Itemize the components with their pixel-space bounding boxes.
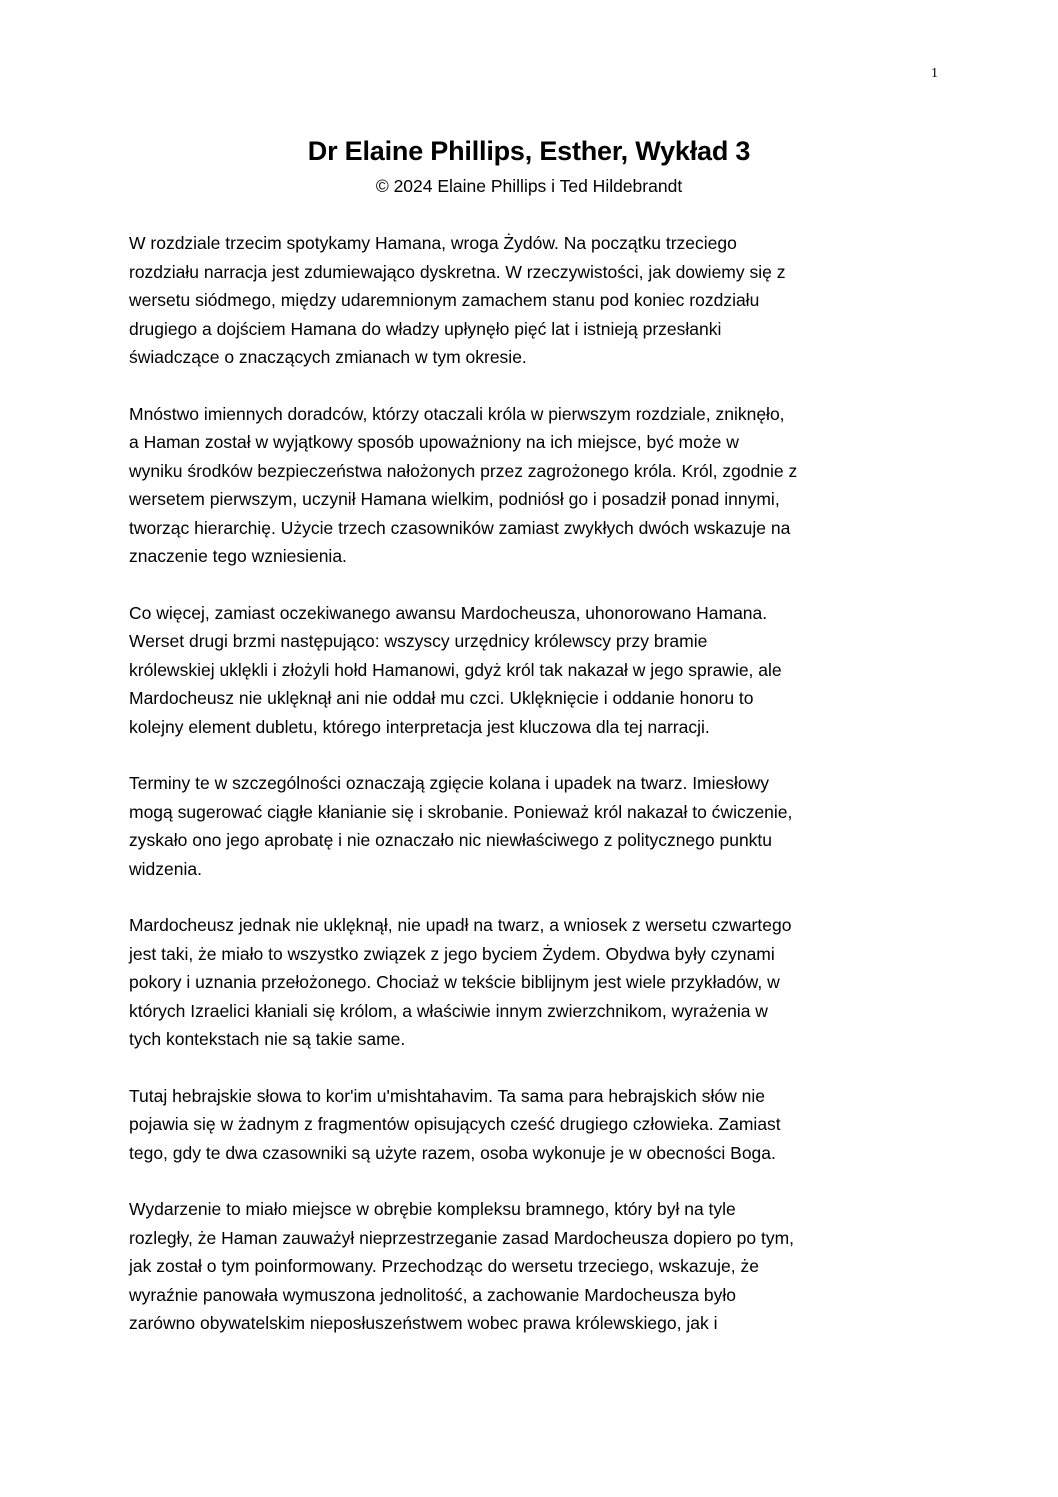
text-line: wyniku środków bezpieczeństwa nałożonych przez zagrożonego króla. Król, zgodnie z [129, 460, 798, 481]
text-line: Co więcej, zamiast oczekiwanego awansu Mardocheusza, uhonorowano Hamana. [129, 602, 768, 623]
copyright-line: © 2024 Elaine Phillips i Ted Hildebrandt [375, 176, 683, 196]
text-line: jest taki, że miało to wszystko związek z jego byciem Żydem. Obydwa były czynami [129, 943, 775, 964]
text-line: mogą sugerować ciągłe kłanianie się i skrobanie. Ponieważ król nakazał to ćwiczenie, [129, 801, 793, 822]
paragraph-2 [129, 400, 929, 571]
text-line: Wydarzenie to miało miejsce w obrębie kompleksu bramnego, który był na tyle [129, 1199, 736, 1219]
text-line: W rozdziale trzecim spotykamy Hamana, wroga Żydów. Na początku trzeciego [129, 233, 737, 253]
text-line: widzenia. [129, 858, 202, 879]
document-title: Dr Elaine Phillips, Esther, Wykład 3 [307, 136, 751, 166]
text-line: drugiego a dojściem Hamana do władzy upłynęło pięć lat i istnieją przesłanki [129, 318, 722, 339]
text-line: pokory i uznania przełożonego. Chociaż w tekście biblijnym jest wiele przykładów, w [129, 972, 780, 992]
text-line: znaczenie tego wzniesienia. [129, 546, 347, 566]
text-line: Tutaj hebrajskie słowa to kor'im u'mishtahavim. Ta sama para hebrajskich słów nie [129, 1085, 765, 1106]
text-line: Werset drugi brzmi następująco: wszyscy urzędnicy królewscy przy bramie [129, 631, 708, 651]
paragraph-6 [129, 1082, 929, 1168]
text-line: tworząc hierarchię. Użycie trzech czasowników zamiast zwykłych dwóch wskazuje na [129, 517, 791, 538]
text-line: rozdziału narracja jest zdumiewająco dyskretna. W rzeczywistości, jak dowiemy się z [129, 261, 786, 282]
paragraph-1 [129, 229, 929, 372]
text-line: tego, gdy te dwa czasowniki są użyte razem, osoba wykonuje je w obecności Boga. [129, 1142, 776, 1163]
text-line: Mardocheusz nie uklęknął ani nie oddał mu czci. Uklęknięcie i oddanie honoru to [129, 688, 754, 708]
paragraph-3 [129, 599, 929, 742]
text-line: królewskiej uklękli i złożyli hołd Hamanowi, gdyż król tak nakazał w jego sprawie, ale [129, 659, 782, 680]
text-line: zarówno obywatelskim nieposłuszeństwem wobec prawa królewskiego, jak i [129, 1313, 718, 1333]
paragraph-4 [129, 769, 929, 883]
text-line: a Haman został w wyjątkowy sposób upoważniony na ich miejsce, być może w [129, 432, 739, 452]
text-line: Mardocheusz jednak nie uklęknął, nie upadł na twarz, a wniosek z wersetu czwartego [129, 915, 792, 935]
text-line: zyskało ono jego aprobatę i nie oznaczało nic niewłaściwego z politycznego punktu [129, 830, 773, 850]
text-line: pojawia się w żadnym z fragmentów opisujących cześć drugiego człowieka. Zamiast [129, 1114, 781, 1134]
text-line: jak został o tym poinformowany. Przechodząc do wersetu trzeciego, wskazuje, że [129, 1256, 759, 1276]
paragraph-5 [129, 911, 929, 1054]
paragraph-7 [129, 1195, 929, 1338]
page-number: 1 [931, 66, 938, 81]
document-body [129, 229, 929, 1366]
text-line: rozległy, że Haman zauważył nieprzestrzeganie zasad Mardocheusza dopiero po tym, [129, 1227, 795, 1248]
text-line: świadczące o znaczących zmianach w tym okresie. [129, 347, 527, 367]
text-line: wersetu siódmego, między udaremnionym zamachem stanu pod koniec rozdziału [129, 290, 760, 310]
text-line: tych kontekstach nie są takie same. [129, 1029, 406, 1049]
text-line: których Izraelici kłaniali się królom, a właściwie innym zwierzchnikom, wyrażenia w [129, 1000, 768, 1021]
text-line: Mnóstwo imiennych doradców, którzy otaczali króla w pierwszym rozdziale, zniknęło, [129, 403, 785, 424]
text-line: kolejny element dubletu, którego interpretacja jest kluczowa dla tej narracji. [129, 716, 710, 737]
text-line: wersetem pierwszym, uczynił Hamana wielkim, podniósł go i posadził ponad innymi, [129, 489, 780, 509]
text-line: wyraźnie panowała wymuszona jednolitość, a zachowanie Mardocheusza było [129, 1284, 736, 1305]
text-line: Terminy te w szczególności oznaczają zgięcie kolana i upadek na twarz. Imiesłowy [129, 773, 770, 793]
